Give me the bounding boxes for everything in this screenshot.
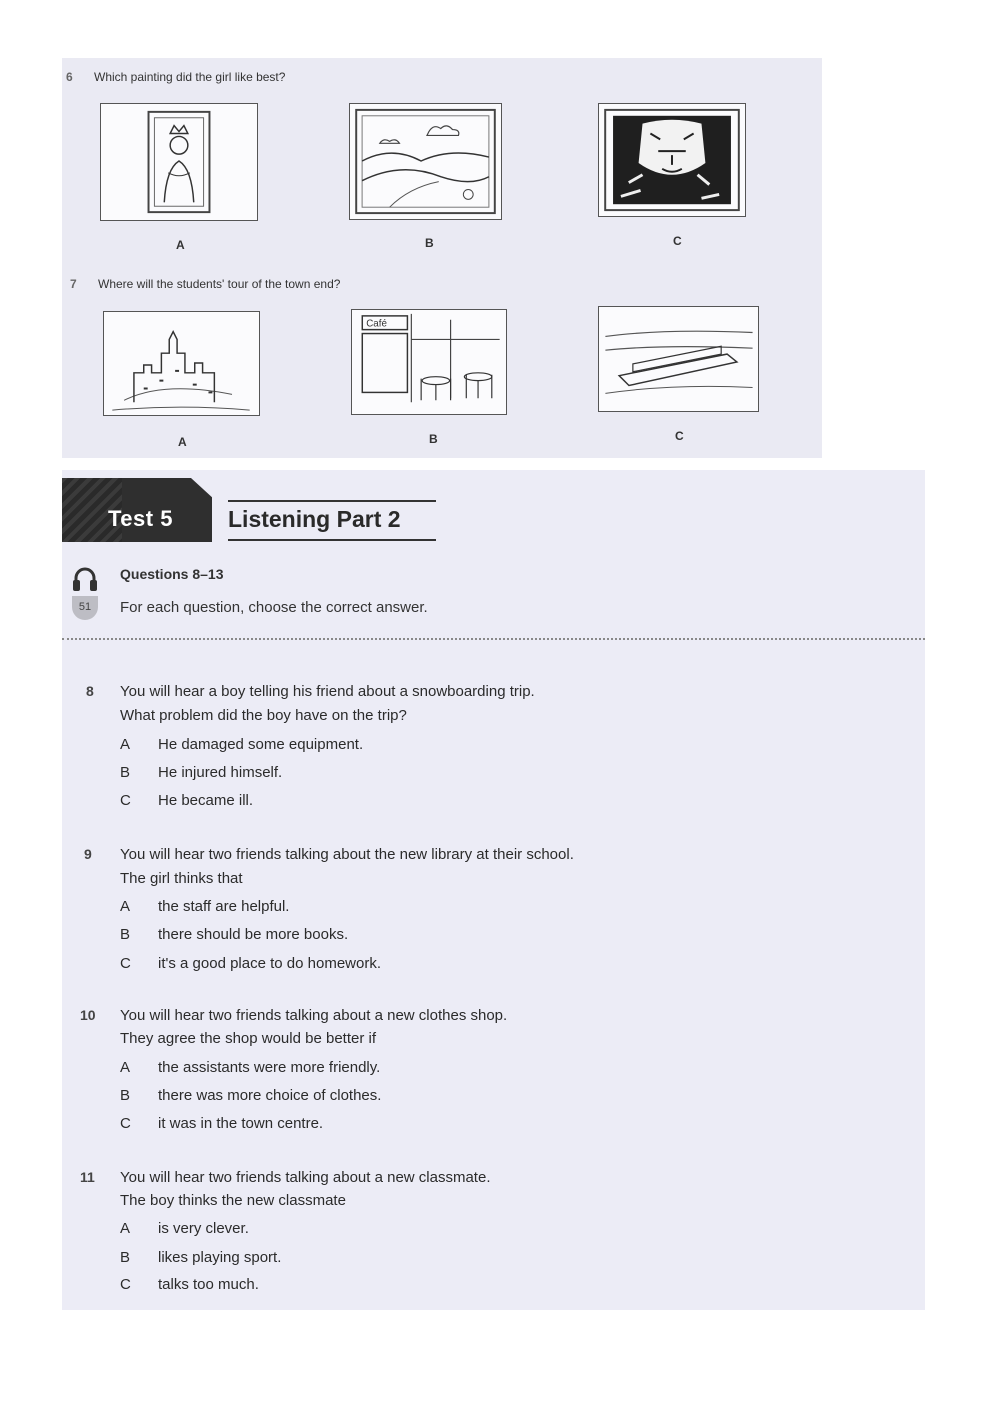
option-text: there was more choice of clothes.	[158, 1087, 382, 1104]
option-letter: B	[120, 926, 131, 943]
question-10-line-2: They agree the shop would be better if	[120, 1030, 376, 1047]
question-8	[80, 683, 680, 813]
tiger-painting-icon	[599, 104, 745, 216]
q6-picture-a-princess[interactable]	[100, 103, 258, 221]
castle-icon	[104, 312, 259, 415]
question-11	[80, 1169, 680, 1299]
question-8-line-2: What problem did the boy have on the trip?	[120, 707, 407, 724]
question-9-line-1: You will hear two friends talking about the new library at their school.	[120, 846, 574, 863]
section-divider	[62, 638, 925, 640]
audio-track-badge: 51	[72, 596, 98, 620]
option-text: He damaged some equipment.	[158, 736, 364, 753]
q7-picture-b-cafe[interactable]	[351, 309, 507, 415]
question-11-number: 11	[80, 1169, 95, 1185]
cafe-icon	[352, 310, 506, 414]
landscape-painting-icon	[350, 104, 501, 219]
option-letter: A	[120, 1220, 131, 1237]
q6-picture-c-tiger[interactable]	[598, 103, 746, 217]
question-9	[80, 846, 680, 976]
option-text: He became ill.	[158, 792, 254, 809]
question-11-option-b[interactable]	[120, 1249, 281, 1266]
option-letter: A	[120, 1059, 131, 1076]
option-text: the assistants were more friendly.	[158, 1059, 381, 1076]
question-9-line-2: The girl thinks that	[120, 870, 243, 887]
option-letter: B	[120, 1249, 131, 1266]
question-8-option-b[interactable]	[120, 764, 282, 781]
question-11-line-1: You will hear two friends talking about a new classmate.	[120, 1169, 491, 1186]
option-letter: A	[120, 736, 131, 753]
questions-range-label: Questions 8–13	[120, 566, 224, 582]
q7-option-a-label: A	[178, 435, 187, 449]
question-6-number: 6	[66, 70, 73, 84]
question-8-number: 8	[86, 683, 94, 699]
question-7-number: 7	[70, 277, 77, 291]
q7-option-c-label: C	[675, 429, 684, 443]
option-letter: C	[120, 955, 131, 972]
option-letter: C	[120, 1115, 131, 1132]
question-11-option-c[interactable]	[120, 1276, 259, 1293]
test-title: Test 5	[108, 506, 173, 531]
question-10-option-a[interactable]	[120, 1059, 380, 1076]
question-10-line-1: You will hear two friends talking about a new clothes shop.	[120, 1007, 508, 1024]
cafe-sign-text: Café	[366, 318, 387, 330]
question-6	[66, 70, 285, 84]
canal-boat-icon	[599, 307, 758, 411]
headphones-icon	[72, 565, 98, 593]
q6-option-a-label: A	[176, 238, 185, 252]
instruction-text: For each question, choose the correct answer.	[120, 599, 428, 616]
q6-picture-b-landscape[interactable]	[349, 103, 502, 220]
q7-option-b-label: B	[429, 432, 438, 446]
question-9-option-c[interactable]	[120, 955, 381, 972]
option-text: there should be more books.	[158, 926, 349, 943]
q7-picture-a-castle[interactable]	[103, 311, 260, 416]
question-9-option-b[interactable]	[120, 926, 348, 943]
question-10	[80, 1007, 680, 1137]
question-10-option-c[interactable]	[120, 1115, 323, 1132]
question-6-text: Which painting did the girl like best?	[94, 70, 286, 84]
option-text: it's a good place to do homework.	[158, 955, 381, 972]
option-letter: C	[120, 1276, 131, 1293]
q7-picture-c-canal-boat[interactable]	[598, 306, 759, 412]
q6-option-b-label: B	[425, 236, 434, 250]
question-11-option-a[interactable]	[120, 1220, 249, 1237]
princess-painting-icon	[101, 104, 257, 220]
question-10-number: 10	[80, 1007, 96, 1023]
option-text: it was in the town centre.	[158, 1115, 324, 1132]
option-text: the staff are helpful.	[158, 898, 290, 915]
option-text: is very clever.	[158, 1220, 249, 1237]
question-11-line-2: The boy thinks the new classmate	[120, 1192, 346, 1209]
option-text: talks too much.	[158, 1276, 259, 1293]
question-8-option-c[interactable]	[120, 792, 253, 809]
question-9-number: 9	[84, 846, 92, 862]
option-letter: A	[120, 898, 131, 915]
question-8-line-1: You will hear a boy telling his friend about a snowboarding trip.	[120, 683, 535, 700]
question-7-text: Where will the students' tour of the town end?	[98, 277, 341, 291]
part-title: Listening Part 2	[228, 500, 436, 541]
question-7	[70, 277, 340, 291]
option-letter: C	[120, 792, 131, 809]
question-8-option-a[interactable]	[120, 736, 363, 753]
option-text: likes playing sport.	[158, 1249, 282, 1266]
question-10-option-b[interactable]	[120, 1087, 381, 1104]
option-text: He injured himself.	[158, 764, 283, 781]
question-9-option-a[interactable]	[120, 898, 289, 915]
q6-option-c-label: C	[673, 234, 682, 248]
option-letter: B	[120, 764, 131, 781]
option-letter: B	[120, 1087, 131, 1104]
